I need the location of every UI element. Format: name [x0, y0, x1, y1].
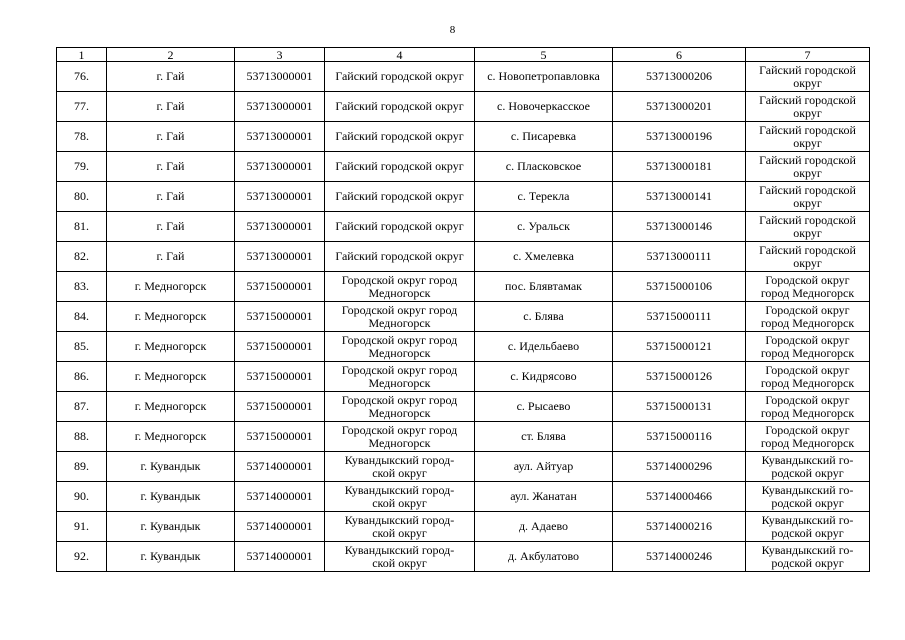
admin-center-cell: г. Гай	[107, 212, 235, 242]
settlement-cell: с. Рысаево	[475, 392, 613, 422]
district-cell: Городской округ город Медногорск	[746, 362, 870, 392]
admin-center-code-cell: 53713000001	[235, 152, 325, 182]
district-cell: Гайский городской округ	[746, 212, 870, 242]
municipality-cell: Городской округ город Медногорск	[325, 362, 475, 392]
admin-center-cell: г. Кувандык	[107, 542, 235, 572]
settlement-cell: аул. Жанатан	[475, 482, 613, 512]
table-row	[57, 212, 870, 242]
table-row	[57, 152, 870, 182]
table-row	[57, 422, 870, 452]
admin-center-cell: г. Кувандык	[107, 512, 235, 542]
row-number-cell: 84.	[57, 302, 107, 332]
settlement-cell: д. Акбулатово	[475, 542, 613, 572]
admin-center-cell: г. Кувандык	[107, 452, 235, 482]
admin-center-code-cell: 53713000001	[235, 92, 325, 122]
column-header-7: 7	[746, 48, 870, 62]
municipality-cell: Кувандыкский город- ской округ	[325, 482, 475, 512]
table-row	[57, 302, 870, 332]
admin-center-code-cell: 53715000001	[235, 302, 325, 332]
admin-center-cell: г. Гай	[107, 122, 235, 152]
table-row	[57, 182, 870, 212]
admin-center-code-cell: 53715000001	[235, 332, 325, 362]
municipality-cell: Городской округ город Медногорск	[325, 302, 475, 332]
admin-center-code-cell: 53714000001	[235, 512, 325, 542]
settlement-cell: пос. Блявтамак	[475, 272, 613, 302]
admin-center-cell: г. Гай	[107, 62, 235, 92]
column-header-1: 1	[57, 48, 107, 62]
admin-center-code-cell: 53713000001	[235, 212, 325, 242]
row-number-cell: 88.	[57, 422, 107, 452]
settlement-code-cell: 53713000146	[613, 212, 746, 242]
settlement-cell: с. Блява	[475, 302, 613, 332]
municipality-cell: Городской округ город Медногорск	[325, 272, 475, 302]
row-number-cell: 86.	[57, 362, 107, 392]
row-number-cell: 87.	[57, 392, 107, 422]
settlement-code-cell: 53715000126	[613, 362, 746, 392]
row-number-cell: 83.	[57, 272, 107, 302]
admin-center-code-cell: 53713000001	[235, 182, 325, 212]
municipality-cell: Гайский городской округ	[325, 212, 475, 242]
table-row	[57, 392, 870, 422]
municipality-cell: Городской округ город Медногорск	[325, 392, 475, 422]
district-cell: Кувандыкский го- родской округ	[746, 452, 870, 482]
table-row	[57, 332, 870, 362]
district-cell: Городской округ город Медногорск	[746, 422, 870, 452]
settlement-cell: с. Писаревка	[475, 122, 613, 152]
row-number-cell: 77.	[57, 92, 107, 122]
settlement-code-cell: 53715000106	[613, 272, 746, 302]
district-cell: Кувандыкский го- родской округ	[746, 542, 870, 572]
municipality-cell: Гайский городской округ	[325, 182, 475, 212]
row-number-cell: 79.	[57, 152, 107, 182]
settlement-cell: ст. Блява	[475, 422, 613, 452]
district-cell: Городской округ город Медногорск	[746, 272, 870, 302]
municipality-cell: Городской округ город Медногорск	[325, 332, 475, 362]
table-row	[57, 512, 870, 542]
row-number-cell: 76.	[57, 62, 107, 92]
settlement-code-cell: 53713000206	[613, 62, 746, 92]
admin-center-cell: г. Медногорск	[107, 302, 235, 332]
settlement-cell: с. Новопетропавловка	[475, 62, 613, 92]
table-row	[57, 482, 870, 512]
settlement-code-cell: 53713000196	[613, 122, 746, 152]
table-body	[57, 62, 870, 572]
municipality-cell: Городской округ город Медногорск	[325, 422, 475, 452]
row-number-cell: 81.	[57, 212, 107, 242]
district-cell: Городской округ город Медногорск	[746, 302, 870, 332]
settlement-code-cell: 53713000141	[613, 182, 746, 212]
admin-center-code-cell: 53713000001	[235, 242, 325, 272]
admin-center-code-cell: 53714000001	[235, 482, 325, 512]
municipality-cell: Гайский городской округ	[325, 152, 475, 182]
table-header	[57, 48, 870, 62]
district-cell: Гайский городской округ	[746, 152, 870, 182]
row-number-cell: 90.	[57, 482, 107, 512]
settlement-code-cell: 53714000216	[613, 512, 746, 542]
admin-center-cell: г. Гай	[107, 92, 235, 122]
admin-center-code-cell: 53715000001	[235, 272, 325, 302]
district-cell: Гайский городской округ	[746, 92, 870, 122]
district-cell: Кувандыкский го- родской округ	[746, 482, 870, 512]
admin-center-cell: г. Медногорск	[107, 392, 235, 422]
municipality-cell: Кувандыкский город- ской округ	[325, 512, 475, 542]
settlement-code-cell: 53715000131	[613, 392, 746, 422]
column-header-6: 6	[613, 48, 746, 62]
settlement-cell: с. Хмелевка	[475, 242, 613, 272]
settlement-code-cell: 53715000116	[613, 422, 746, 452]
admin-center-code-cell: 53714000001	[235, 452, 325, 482]
settlement-cell: с. Терекла	[475, 182, 613, 212]
district-cell: Городской округ город Медногорск	[746, 392, 870, 422]
row-number-cell: 85.	[57, 332, 107, 362]
municipality-cell: Гайский городской округ	[325, 92, 475, 122]
row-number-cell: 91.	[57, 512, 107, 542]
district-cell: Кувандыкский го- родской округ	[746, 512, 870, 542]
admin-center-cell: г. Гай	[107, 182, 235, 212]
table-row	[57, 362, 870, 392]
district-cell: Городской округ город Медногорск	[746, 332, 870, 362]
settlement-cell: с. Пласковское	[475, 152, 613, 182]
district-cell: Гайский городской округ	[746, 242, 870, 272]
admin-center-cell: г. Гай	[107, 152, 235, 182]
admin-center-code-cell: 53714000001	[235, 542, 325, 572]
admin-center-cell: г. Медногорск	[107, 422, 235, 452]
district-cell: Гайский городской округ	[746, 62, 870, 92]
district-cell: Гайский городской округ	[746, 182, 870, 212]
settlement-cell: аул. Айтуар	[475, 452, 613, 482]
row-number-cell: 78.	[57, 122, 107, 152]
admin-center-code-cell: 53715000001	[235, 362, 325, 392]
settlement-code-cell: 53713000181	[613, 152, 746, 182]
settlement-code-cell: 53714000246	[613, 542, 746, 572]
settlement-cell: с. Идельбаево	[475, 332, 613, 362]
column-header-4: 4	[325, 48, 475, 62]
column-header-5: 5	[475, 48, 613, 62]
district-cell: Гайский городской округ	[746, 122, 870, 152]
admin-center-cell: г. Кувандык	[107, 482, 235, 512]
admin-center-cell: г. Медногорск	[107, 272, 235, 302]
admin-center-code-cell: 53715000001	[235, 422, 325, 452]
table-row	[57, 542, 870, 572]
municipality-cell: Гайский городской округ	[325, 62, 475, 92]
row-number-cell: 82.	[57, 242, 107, 272]
table-row	[57, 62, 870, 92]
settlement-code-cell: 53714000466	[613, 482, 746, 512]
municipality-cell: Гайский городской округ	[325, 122, 475, 152]
settlement-code-cell: 53713000201	[613, 92, 746, 122]
settlements-table	[56, 47, 870, 572]
settlement-code-cell: 53715000111	[613, 302, 746, 332]
row-number-cell: 92.	[57, 542, 107, 572]
admin-center-cell: г. Медногорск	[107, 332, 235, 362]
admin-center-code-cell: 53713000001	[235, 62, 325, 92]
header-row	[57, 48, 870, 62]
settlement-cell: с. Кидрясово	[475, 362, 613, 392]
column-header-2: 2	[107, 48, 235, 62]
municipality-cell: Кувандыкский город- ской округ	[325, 452, 475, 482]
admin-center-cell: г. Медногорск	[107, 362, 235, 392]
settlement-code-cell: 53715000121	[613, 332, 746, 362]
table-row	[57, 452, 870, 482]
settlement-cell: д. Адаево	[475, 512, 613, 542]
municipality-cell: Кувандыкский город- ской округ	[325, 542, 475, 572]
table-row	[57, 242, 870, 272]
municipality-cell: Гайский городской округ	[325, 242, 475, 272]
settlement-code-cell: 53714000296	[613, 452, 746, 482]
admin-center-code-cell: 53713000001	[235, 122, 325, 152]
settlement-cell: с. Уральск	[475, 212, 613, 242]
table-row	[57, 122, 870, 152]
page-number: 8	[449, 24, 456, 36]
admin-center-cell: г. Гай	[107, 242, 235, 272]
row-number-cell: 80.	[57, 182, 107, 212]
column-header-3: 3	[235, 48, 325, 62]
settlement-code-cell: 53713000111	[613, 242, 746, 272]
table-row	[57, 272, 870, 302]
row-number-cell: 89.	[57, 452, 107, 482]
settlement-cell: с. Новочеркасское	[475, 92, 613, 122]
admin-center-code-cell: 53715000001	[235, 392, 325, 422]
table-row	[57, 92, 870, 122]
